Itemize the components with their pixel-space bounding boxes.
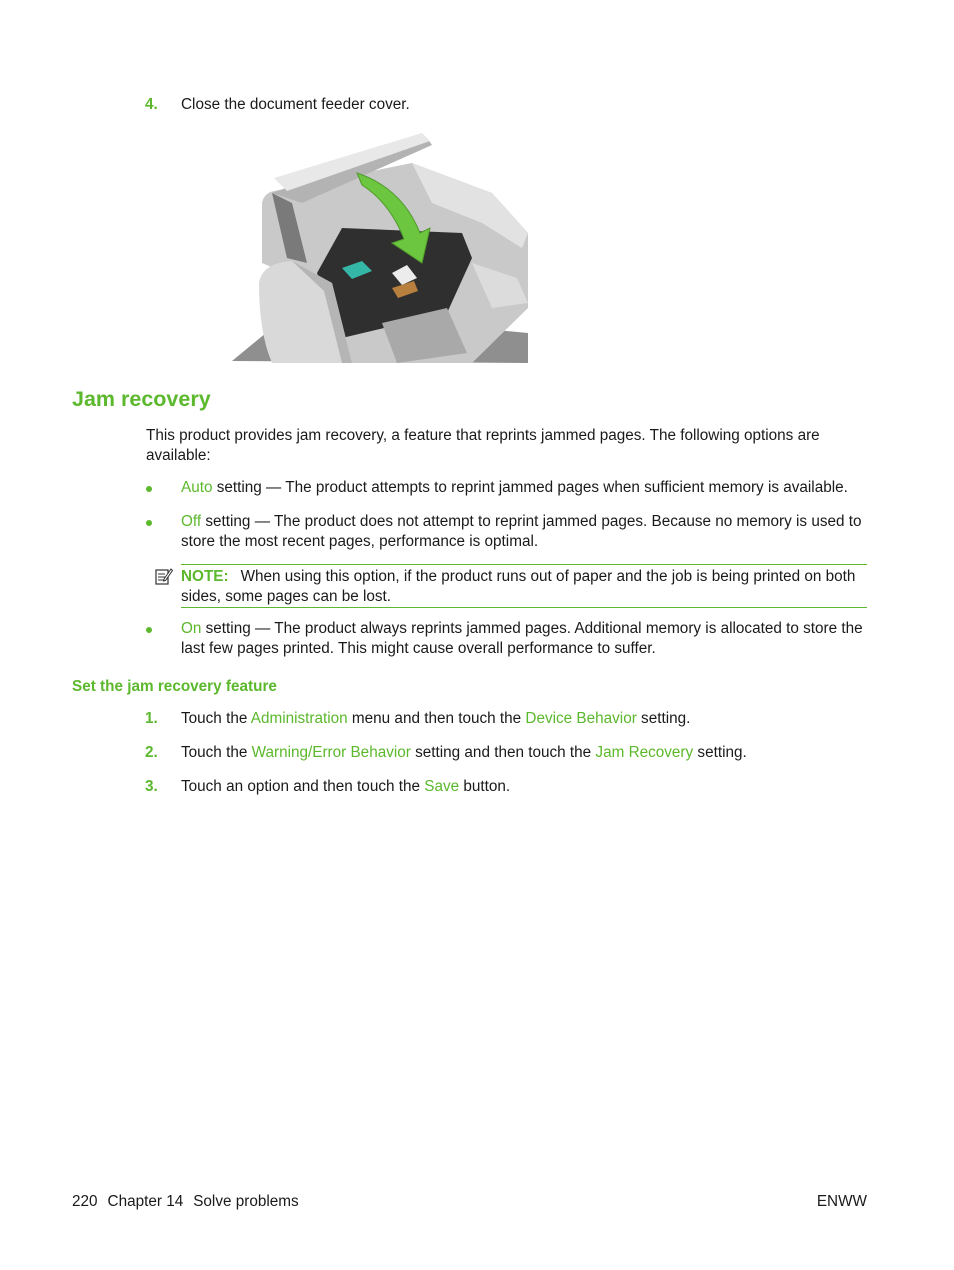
step-text: Touch the: [181, 744, 252, 761]
step-3-text: [181, 778, 510, 796]
step-text: Touch the: [181, 710, 251, 727]
bullet-dot: [146, 627, 152, 633]
bullet-on: [181, 619, 871, 658]
option-auto: Auto: [181, 479, 213, 496]
bullet-dot: [146, 520, 152, 526]
bullet-auto: [181, 478, 871, 498]
step-2-text: [181, 744, 747, 762]
section-heading: Jam recovery: [72, 387, 211, 411]
bullet-auto-text: setting — The product attempts to reprint jammed pages when sufficient memory is available.: [212, 479, 848, 496]
bullet-off: [181, 512, 871, 551]
step-text: setting.: [636, 710, 691, 727]
step-4-text: Close the document feeder cover.: [181, 96, 410, 113]
bullet-dot: [146, 486, 152, 492]
setting-warning-error-behavior: Warning/Error Behavior: [251, 744, 411, 761]
step-3-number: 3.: [145, 778, 158, 795]
step-1-number: 1.: [145, 710, 158, 727]
note-label: NOTE:: [181, 568, 229, 585]
button-save: Save: [424, 778, 460, 795]
step-1-text: [181, 710, 690, 728]
footer-left: [72, 1193, 309, 1211]
bullet-on-text: setting — The product always reprints jammed pages. Additional memory is allocated to store the last few pages printed. This might cause overall performance to suffer.: [181, 620, 863, 657]
step-4-number: 4.: [145, 96, 158, 113]
page-number: 220: [72, 1193, 98, 1210]
step-text: button.: [459, 778, 511, 795]
step-text: setting.: [693, 744, 747, 761]
subsection-heading: Set the jam recovery feature: [72, 678, 277, 695]
step-2-number: 2.: [145, 744, 158, 761]
option-off: Off: [181, 513, 202, 530]
footer-section: Solve problems: [193, 1193, 299, 1210]
note-text: When using this option, if the product runs out of paper and the job is being printed on both sides, some pages can be lost.: [181, 568, 856, 605]
intro-paragraph: This product provides jam recovery, a feature that reprints jammed pages. The following options are available:: [146, 427, 820, 464]
document-feeder-illustration: [232, 133, 528, 363]
menu-administration: Administration: [250, 710, 348, 727]
setting-jam-recovery: Jam Recovery: [595, 744, 694, 761]
footer-right: ENWW: [816, 1193, 867, 1210]
footer-chapter: Chapter 14: [107, 1193, 184, 1210]
option-on: On: [181, 620, 202, 637]
step-text: menu and then touch the: [347, 710, 526, 727]
step-text: setting and then touch the: [410, 744, 596, 761]
setting-device-behavior: Device Behavior: [525, 710, 637, 727]
note-icon: [155, 567, 173, 585]
step-text: Touch an option and then touch the: [181, 778, 425, 795]
note-box: [181, 564, 867, 608]
bullet-off-text: setting — The product does not attempt to reprint jammed pages. Because no memory is used to store the most recent pages, performance is optimal.: [181, 513, 862, 550]
